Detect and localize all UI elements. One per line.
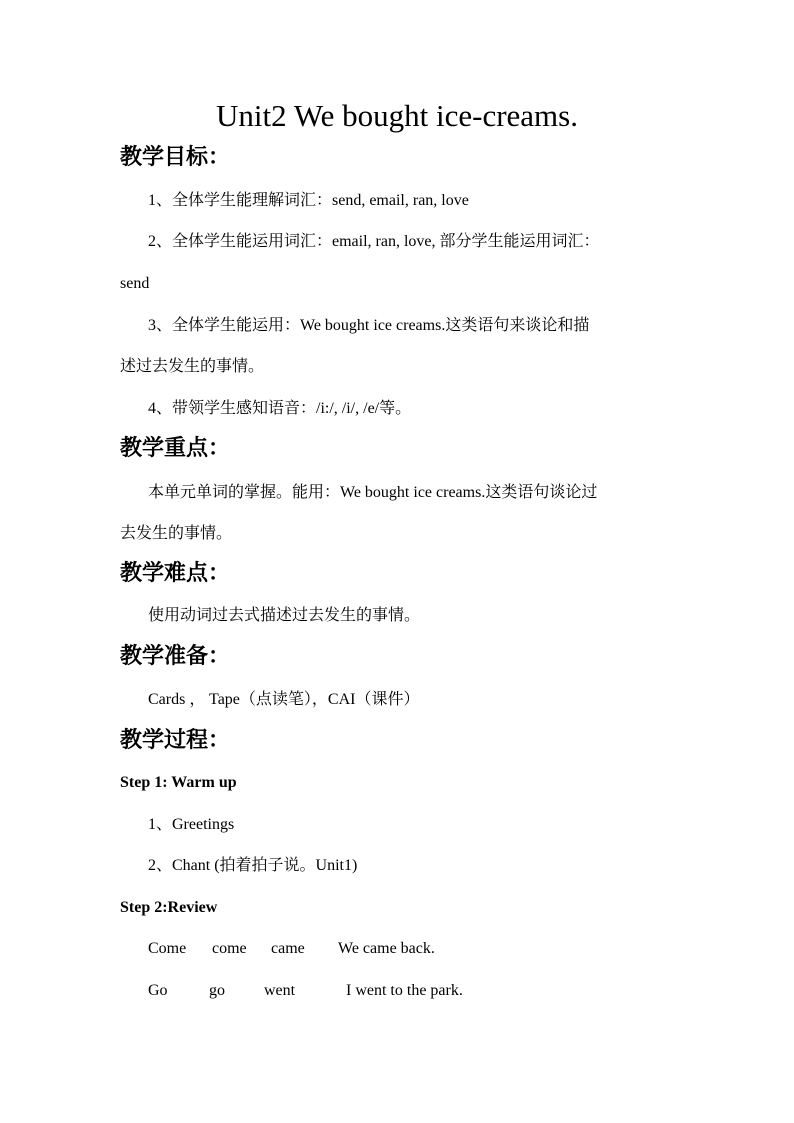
review-word-base: Come <box>148 940 187 957</box>
key-points-line-1: 本单元单词的掌握。能用：We bought ice creams.这类语句谈论过 <box>148 484 598 501</box>
objective-item-2: 2、全体学生能运用词汇：email, ran, love, 部分学生能运用词汇： <box>148 233 600 250</box>
step-1-title: Step 1: Warm up <box>120 774 237 791</box>
review-word-lower: go <box>209 982 225 999</box>
preparation-line-1: Cards ， Tape（点读笔），CAI（课件） <box>148 691 420 708</box>
objectives-heading: 教学目标： <box>120 145 231 170</box>
difficulties-line-1: 使用动词过去式描述过去发生的事情。 <box>148 607 421 624</box>
objective-item-1: 1、全体学生能理解词汇：send, email, ran, love <box>148 192 469 209</box>
objective-item-2-continued: send <box>120 275 150 292</box>
key-points-heading: 教学重点： <box>120 436 231 461</box>
review-word-base: Go <box>148 982 168 999</box>
review-word-past: went <box>264 982 296 999</box>
difficulties-heading: 教学难点： <box>120 561 231 586</box>
review-sentence: I went to the park. <box>346 982 463 999</box>
step-1-item-1: 1、Greetings <box>148 816 235 833</box>
objective-item-3: 3、全体学生能运用：We bought ice creams.这类语句来谈论和描 <box>148 317 590 334</box>
step-2-title: Step 2:Review <box>120 899 218 916</box>
preparation-heading: 教学准备： <box>120 644 231 669</box>
review-sentence: We came back. <box>338 940 435 957</box>
step-1-item-2: 2、Chant (拍着拍子说。Unit1) <box>148 857 358 874</box>
review-word-past: came <box>271 940 305 957</box>
review-word-lower: come <box>212 940 247 957</box>
objective-item-3-continued: 述过去发生的事情。 <box>120 358 265 375</box>
key-points-line-2: 去发生的事情。 <box>120 525 233 542</box>
page-title: Unit2 We bought ice-creams. <box>216 98 578 133</box>
process-heading: 教学过程： <box>120 728 231 753</box>
objective-item-4: 4、带领学生感知语音：/i:/, /i/, /e/等。 <box>148 400 412 417</box>
